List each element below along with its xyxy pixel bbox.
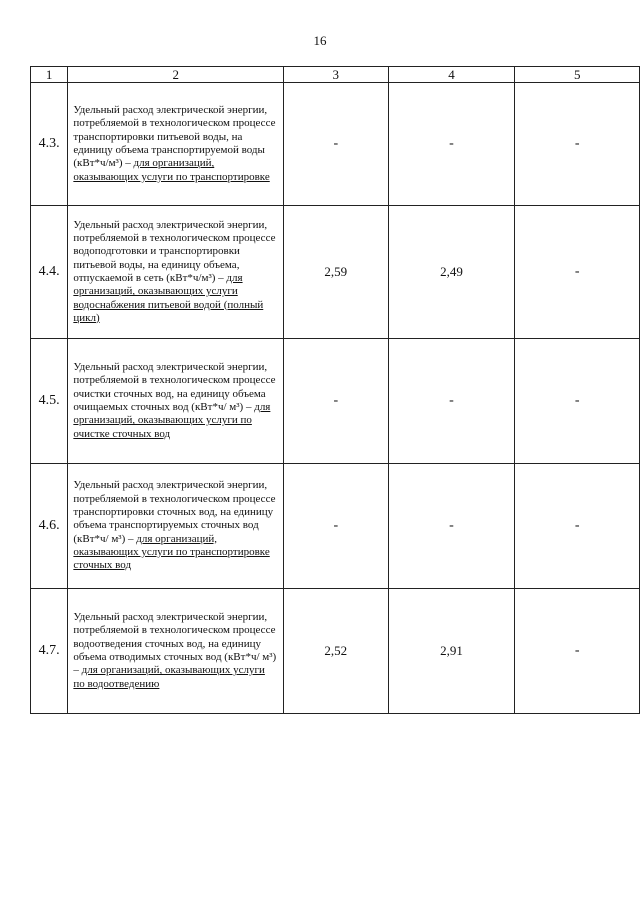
value-col5: -: [515, 589, 640, 714]
value-col3: 2,59: [284, 206, 388, 339]
description-text: Удельный расход электрической энергии, потребляемой в технологическом процессе транспортировки питьевой воды, на единицу объема транспортируемой воды (кВт*ч/м³) –: [73, 104, 276, 170]
table-row: [31, 339, 640, 464]
value-col4: 2,91: [388, 589, 515, 714]
value-col4: -: [388, 339, 515, 464]
table-header-row: [31, 67, 640, 83]
row-description: [68, 83, 284, 206]
value-col3: -: [284, 339, 388, 464]
description-underlined-text: для организаций, оказывающих услуги по очистке сточных вод: [73, 401, 271, 440]
description-underlined-text: для организаций, оказывающих услуги по транспортировке: [73, 157, 270, 183]
page-number: 16: [313, 33, 327, 48]
value-col4: -: [388, 83, 515, 206]
value-col4: -: [388, 464, 515, 589]
table-row: [31, 206, 640, 339]
value-col5: -: [515, 206, 640, 339]
header-cell-4: 4: [388, 67, 515, 83]
value-col5: -: [515, 83, 640, 206]
row-number: 4.5.: [31, 339, 68, 464]
row-description: [68, 589, 284, 714]
row-number: 4.7.: [31, 589, 68, 714]
header-cell-2: 2: [68, 67, 284, 83]
table-row: [31, 83, 640, 206]
value-col4: 2,49: [388, 206, 515, 339]
value-col3: -: [284, 83, 388, 206]
description-underlined-text: для организаций, оказывающих услуги по транспортировке сточных вод: [73, 532, 270, 572]
value-col5: -: [515, 464, 640, 589]
header-cell-3: 3: [284, 67, 388, 83]
indicator-table: [30, 66, 640, 714]
header-cell-1: 1: [31, 67, 68, 83]
header-cell-5: 5: [515, 67, 640, 83]
row-number: 4.4.: [31, 206, 68, 339]
row-description: [68, 339, 284, 464]
table-row: [31, 589, 640, 714]
description-text: Удельный расход электрической энергии, потребляемой в технологическом процессе водоподготовки и транспортировки питьевой воды, на единицу объема, отпускаемой в сеть (кВт*ч/м³) –: [73, 218, 276, 284]
description-text: Удельный расход электрической энергии, потребляемой в технологическом процессе очистки сточных вод, на единицу объема очищаемых сточных вод (кВт*ч/ м³) –: [73, 361, 276, 413]
row-number: 4.6.: [31, 464, 68, 589]
row-number: 4.3.: [31, 83, 68, 206]
value-col3: 2,52: [284, 589, 388, 714]
row-description: [68, 206, 284, 339]
description-text: Удельный расход электрической энергии, потребляемой в технологическом процессе водоотведения сточных вод, на единицу объема отводимых сточных вод (кВт*ч/ м³) –: [73, 611, 277, 677]
row-description: [68, 464, 284, 589]
value-col5: -: [515, 339, 640, 464]
value-col3: -: [284, 464, 388, 589]
description-underlined-text: для организаций, оказывающих услуги по водоотведению: [73, 664, 265, 690]
description-underlined-text: для организаций, оказывающих услуги водоснабжения питьевой водой (полный цикл): [73, 272, 264, 324]
description-text: Удельный расход электрической энергии, потребляемой в технологическом процессе транспортировки сточных вод, на единицу объема транспортируемых сточных вод (кВт*ч/ м³) –: [73, 479, 276, 545]
table-row: [31, 464, 640, 589]
